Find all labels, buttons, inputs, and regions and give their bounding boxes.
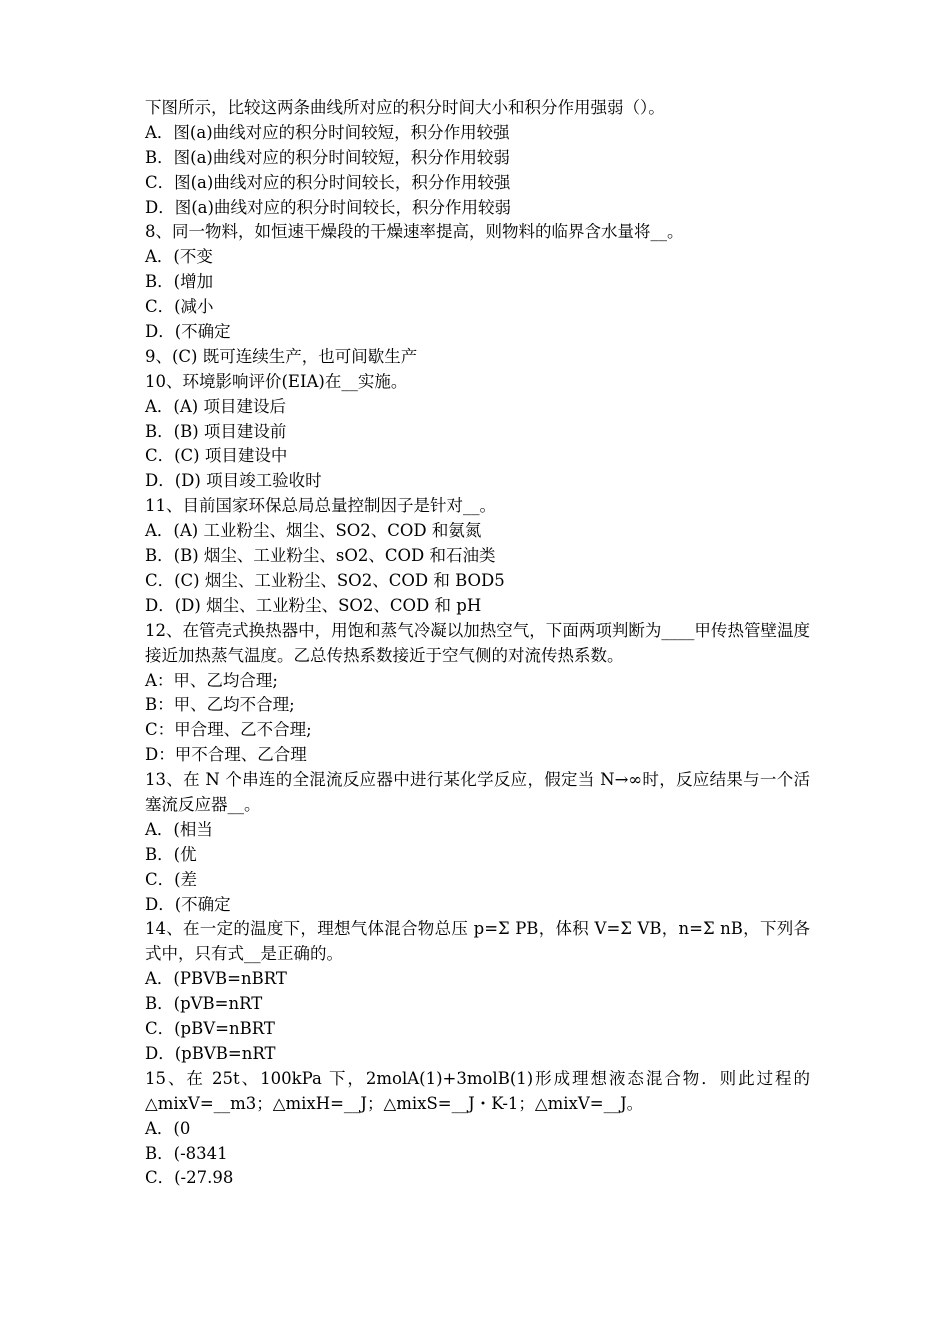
option-b: B．图(a)曲线对应的积分时间较短，积分作用较弱 <box>145 147 510 167</box>
option-b: B．(B) 项目建设前 <box>145 421 287 441</box>
option-a: A．图(a)曲线对应的积分时间较短，积分作用较强 <box>145 122 510 142</box>
option-d: D．(不确定 <box>145 894 231 914</box>
option-d: D．(不确定 <box>145 322 231 342</box>
option-d: D．(D) 烟尘、工业粉尘、SO2、COD 和 pH <box>145 595 482 615</box>
option-a: A．(0 <box>145 1118 191 1138</box>
question-15: 15、在 25t、100kPa 下，2molA(1)+3molB(1)形成理想液态混合物．则此过程的△mixV=__m3；△mixH=__J；△mixS=__J・K-1；△mixV=__J。 <box>145 1068 810 1113</box>
option-a: A：甲、乙均合理; <box>145 670 278 690</box>
question-14: 14、在一定的温度下，理想气体混合物总压 p=Σ PB，体积 V=Σ VB，n=Σ nB，下列各式中，只有式__是正确的。 <box>145 919 810 964</box>
option-b: B．(优 <box>145 844 197 864</box>
option-b: B．(B) 烟尘、工业粉尘、sO2、COD 和石油类 <box>145 546 496 566</box>
option-c: C．(-27.98 <box>145 1168 234 1188</box>
option-c: C．(减小 <box>145 297 214 317</box>
question-12: 12、在管壳式换热器中，用饱和蒸气冷凝以加热空气，下面两项判断为____甲传热管壁温度接近加热蒸气温度。乙总传热系数接近于空气侧的对流传热系数。 <box>145 620 810 665</box>
option-c: C．(C) 烟尘、工业粉尘、SO2、COD 和 BOD5 <box>145 570 505 590</box>
question-9: 9、(C) 既可连续生产，也可间歇生产 <box>145 346 418 366</box>
option-d: D．图(a)曲线对应的积分时间较长，积分作用较弱 <box>145 197 511 217</box>
option-a: A．(不变 <box>145 247 213 267</box>
option-b: B．(pVB=nRT <box>145 994 263 1014</box>
option-c: C：甲合理、乙不合理; <box>145 720 312 740</box>
option-a: A．(PBVB=nBRT <box>145 969 287 989</box>
option-a: A．(A) 项目建设后 <box>145 396 286 416</box>
question-10: 10、环境影响评价(EIA)在__实施。 <box>145 371 408 391</box>
option-c: C．(pBV=nBRT <box>145 1019 275 1039</box>
question-intro: 下图所示，比较这两条曲线所对应的积分时间大小和积分作用强弱（）。 <box>145 98 665 117</box>
option-a: A．(A) 工业粉尘、烟尘、SO2、COD 和氨氮 <box>145 521 482 541</box>
question-11: 11、目前国家环保总局总量控制因子是针对__。 <box>145 496 496 516</box>
document-page <box>145 96 810 1191</box>
question-13: 13、在 N 个串连的全混流反应器中进行某化学反应，假定当 N→∞时，反应结果与一个活塞流反应器__。 <box>145 770 810 814</box>
option-c: C．图(a)曲线对应的积分时间较长，积分作用较强 <box>145 172 511 192</box>
option-a: A．(相当 <box>145 819 213 839</box>
question-8: 8、同一物料，如恒速干燥段的干燥速率提高，则物料的临界含水量将__。 <box>145 222 684 242</box>
option-c: C．(C) 项目建设中 <box>145 446 288 466</box>
option-d: D．(pBVB=nRT <box>145 1043 276 1063</box>
option-d: D．(D) 项目竣工验收时 <box>145 471 322 491</box>
option-b: B：甲、乙均不合理; <box>145 695 295 715</box>
option-c: C．(差 <box>145 869 198 889</box>
option-b: B．(-8341 <box>145 1143 228 1163</box>
option-d: D：甲不合理、乙合理 <box>145 745 307 765</box>
option-b: B．(增加 <box>145 272 214 292</box>
